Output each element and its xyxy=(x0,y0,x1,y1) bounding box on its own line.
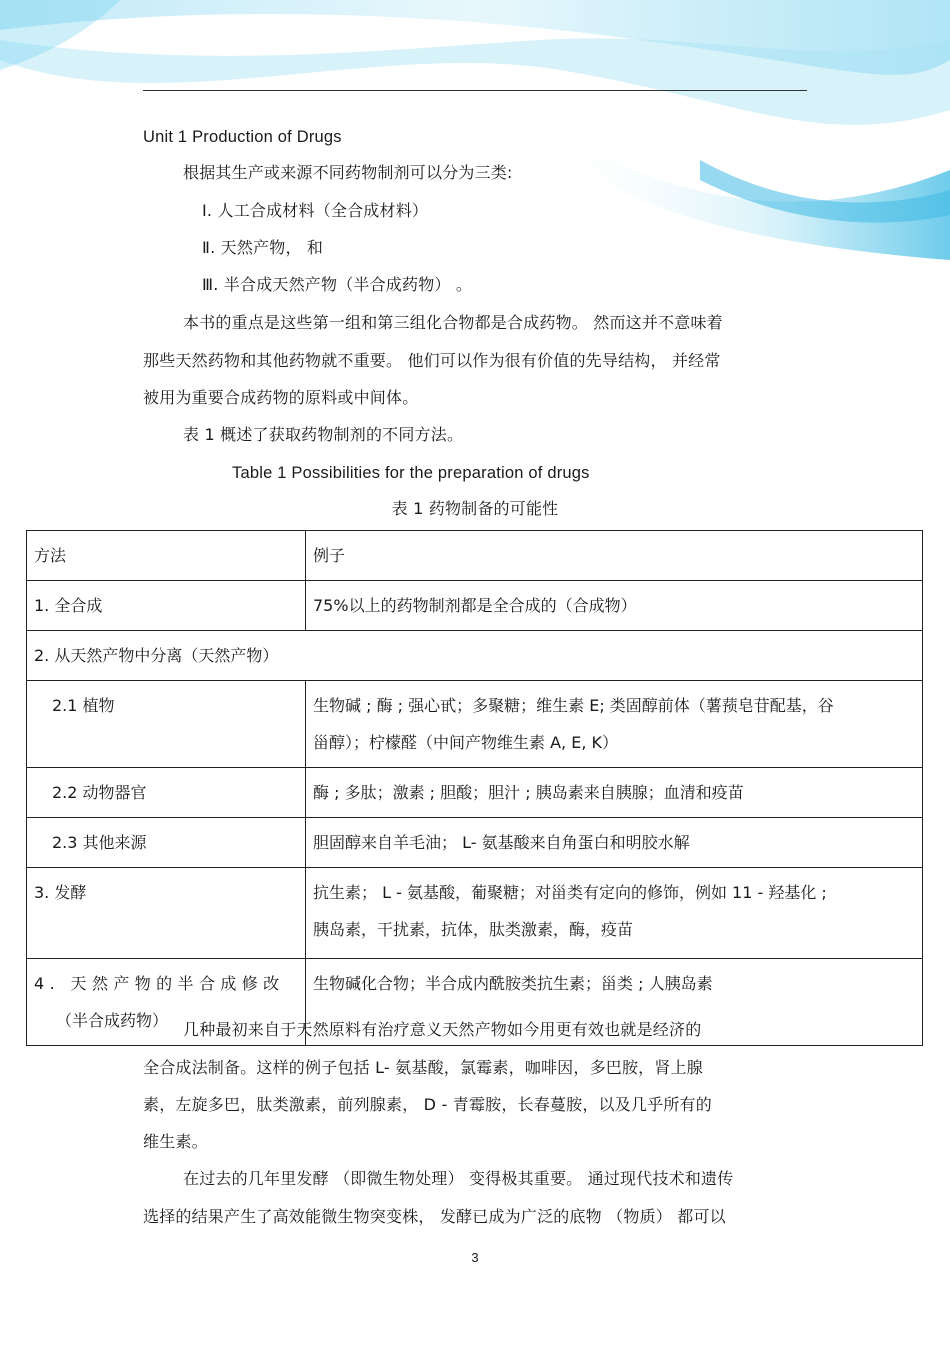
paragraph-line: 被用为重要合成药物的原料或中间体。 xyxy=(143,388,419,407)
paragraph-line: 本书的重点是这些第一组和第三组化合物都是合成药物。 然而这并不意味着 xyxy=(183,313,723,332)
method-cell: 2.2 动物器官 xyxy=(27,768,306,818)
table-row xyxy=(27,818,923,868)
unit-title: Unit 1 Production of Drugs xyxy=(143,128,342,146)
table-row xyxy=(27,868,923,959)
example-cell xyxy=(306,681,923,768)
paragraph-line: 在过去的几年里发酵 （即微生物处理） 变得极其重要。 通过现代技术和遗传 xyxy=(183,1169,734,1188)
list-item: Ⅲ. 半合成天然产物（半合成药物） 。 xyxy=(202,275,473,294)
method-cell: 3. 发酵 xyxy=(27,868,306,959)
header-rule xyxy=(143,90,807,91)
paragraph-line: 全合成法制备。这样的例子包括 L- 氨基酸，氯霉素，咖啡因，多巴胺，肾上腺 xyxy=(143,1058,703,1077)
method-cell: 2.3 其他来源 xyxy=(27,818,306,868)
example-line: 胆固醇来自羊毛油； L- 氨基酸来自角蛋白和明胶水解 xyxy=(313,833,690,852)
example-cell xyxy=(306,768,923,818)
example-line: 酶 ; 多肽；激素 ; 胆酸；胆汁 ; 胰岛素来自胰腺；血清和疫苗 xyxy=(313,783,744,802)
method-line: （半合成药物） xyxy=(56,1011,169,1030)
paragraph-line: 维生素。 xyxy=(143,1132,208,1151)
section-cell: 2. 从天然产物中分离（天然产物） xyxy=(27,631,923,681)
example-line: 甾醇）；柠檬醛（中间产物维生素 A, E, K） xyxy=(313,733,618,752)
example-line: 生物碱 ; 酶 ; 强心甙；多聚糖；维生素 E; 类固醇前体（薯蓣皂苷配基，谷 xyxy=(313,696,834,715)
table-row xyxy=(27,681,923,768)
drug-preparation-table xyxy=(26,530,923,1046)
list-item: Ⅱ. 天然产物， 和 xyxy=(202,238,324,257)
page-number: 3 xyxy=(471,1250,479,1265)
table-title-zh: 表 1 药物制备的可能性 xyxy=(391,499,559,518)
intro-lead: 根据其生产或来源不同药物制剂可以分为三类: xyxy=(183,163,513,182)
method-line: 4. 天然产物的半合成修改 xyxy=(34,974,285,993)
paragraph-line: 几种最初来自于天然原料有治疗意义天然产物如今用更有效也就是经济的 xyxy=(183,1020,702,1039)
table-header-row xyxy=(27,531,923,581)
header-cell-example: 例子 xyxy=(306,531,923,581)
example-line: 75%以上的药物制剂都是全合成的（合成物） xyxy=(313,596,637,615)
method-cell: 1. 全合成 xyxy=(27,581,306,631)
table-title-en: Table 1 Possibilities for the preparation of drugs xyxy=(232,464,590,482)
example-cell xyxy=(306,868,923,959)
method-cell: 2.1 植物 xyxy=(27,681,306,768)
example-line: 胰岛素，干扰素，抗体，肽类激素，酶，疫苗 xyxy=(313,920,634,939)
example-cell xyxy=(306,818,923,868)
example-line: 生物碱化合物；半合成内酰胺类抗生素；甾类 ; 人胰岛素 xyxy=(313,974,713,993)
paragraph-line: 那些天然药物和其他药物就不重要。 他们可以作为很有价值的先导结构， 并经常 xyxy=(143,351,721,370)
paragraph-line: 素，左旋多巴，肽类激素，前列腺素， D - 青霉胺，长春蔓胺，以及几乎所有的 xyxy=(143,1095,712,1114)
example-cell xyxy=(306,581,923,631)
table-reference: 表 1 概述了获取药物制剂的不同方法。 xyxy=(183,425,464,444)
table-row xyxy=(27,581,923,631)
table-row xyxy=(27,768,923,818)
example-line: 抗生素； L - 氨基酸，葡聚糖；对甾类有定向的修饰，例如 11 - 羟基化 ; xyxy=(313,883,827,902)
table-row xyxy=(27,631,923,681)
header-cell-method: 方法 xyxy=(27,531,306,581)
list-item: Ⅰ. 人工合成材料（全合成材料） xyxy=(202,201,429,220)
paragraph-line: 选择的结果产生了高效能微生物突变株， 发酵已成为广泛的底物 （物质） 都可以 xyxy=(143,1207,726,1226)
